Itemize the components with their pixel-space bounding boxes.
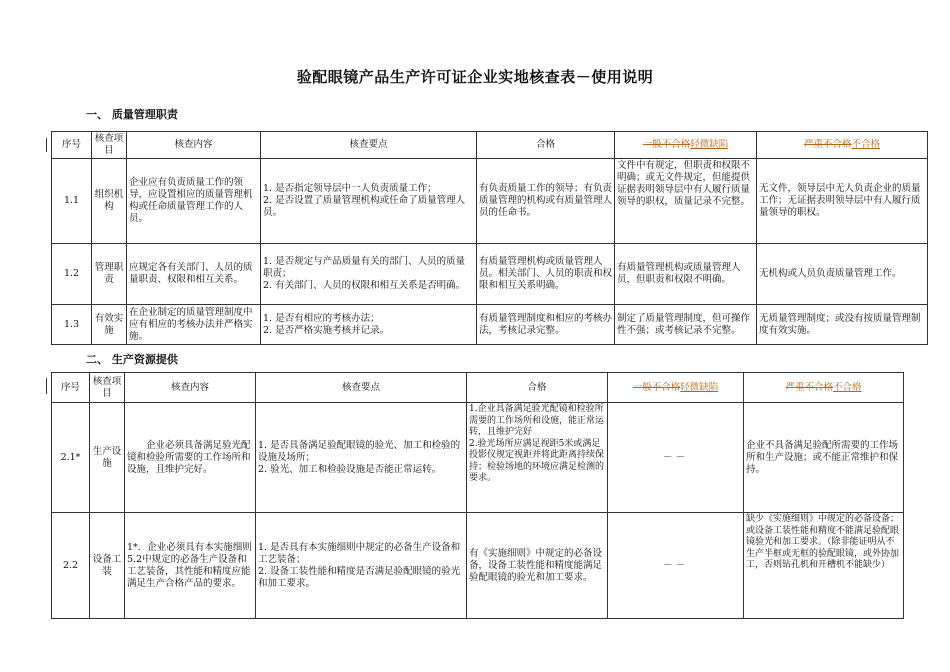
row-minor: －－	[608, 513, 744, 619]
struck-text: 一般不合格	[642, 139, 691, 150]
row-content: 应规定各有关部门、人员的质量职责、权限和相互关系。	[127, 244, 261, 305]
row-major: 无文件，领导层中无人负责企业的质量工作；无证据表明领导层中有人履行质量领导的职权。	[757, 159, 928, 244]
point-line: 2. 设备工装性能和精度是否满足验配眼镜的验光和加工要求。	[258, 565, 461, 589]
inserted-text: 不合格	[851, 139, 881, 150]
production-resources-table	[51, 372, 904, 619]
section-title-quality-management: 一、 质量管理职责	[86, 108, 178, 121]
row-major: 无机构或人员负责质量管理工作。	[757, 244, 928, 305]
row-points	[261, 305, 477, 345]
pass-line: 1.企业具备满足验光配镜和检验所需要的工作场所和设施，能正常运转，且维护完好	[469, 404, 605, 437]
point-line: 1. 是否具备满足验配眼镜的验光、加工和检验的设施及场所；	[258, 439, 461, 463]
header-points: 核查要点	[261, 132, 477, 159]
struck-text: 严重不合格	[803, 139, 852, 150]
table-header-row	[52, 132, 928, 159]
row-item: 组织机构	[92, 159, 127, 244]
row-seq: 1.1	[52, 159, 92, 244]
section-title-production-resources: 二、 生产资源提供	[86, 353, 178, 366]
row-points	[256, 513, 467, 619]
row-points	[261, 159, 477, 244]
header-seq: 序号	[52, 132, 92, 159]
pass-line: 2.验光场所应满足视距5米或满足投影仪规定视距并将此距离持续保持；检验场地的环境应满足检测的要求。	[469, 438, 605, 483]
row-seq: 2.2	[52, 513, 90, 619]
row-minor: 有质量管理机构或质量管理人员，但职责和权限不明确。	[615, 244, 757, 305]
table-row	[52, 159, 928, 244]
row-item: 生产设施	[90, 403, 125, 513]
row-content: 企业必须具备满足验光配镜和检验所需要的工作场所和设施，且维护完好。	[125, 403, 256, 513]
header-minor	[608, 373, 744, 403]
page-title: 验配眼镜产品生产许可证企业实地核查表－使用说明	[296, 68, 654, 86]
point-line: 2. 有关部门、人员的权限和相互关系是否明确。	[263, 280, 466, 291]
header-item: 核查项目	[92, 132, 127, 159]
row-pass: 有质量管理机构或质量管理人员。相关部门、人员的职责和权限和相互关系明确。	[477, 244, 615, 305]
header-major	[757, 132, 928, 159]
header-major	[744, 373, 904, 403]
row-item: 管理职责	[92, 244, 127, 305]
header-content: 核查内容	[127, 132, 261, 159]
row-points	[256, 403, 467, 513]
point-line: 2. 验光、加工和检验设施是否能正常运转。	[258, 463, 442, 475]
row-major: 企业不具备满足验配所需要的工作场所和生产设施；或不能正常维护和保持。	[744, 403, 904, 513]
row-item: 有效实施	[92, 305, 127, 345]
point-line: 1. 是否有相应的考核办法；	[263, 312, 380, 324]
row-content: 1*．企业必须具有本实施细则5.2中规定的必备生产设备和工艺装备，其性能和精度应能满足生产合格产品的要求。	[125, 513, 256, 619]
inserted-text: 轻微缺陷	[690, 139, 729, 150]
row-minor: －－	[608, 403, 744, 513]
table-row	[52, 403, 904, 513]
row-pass: 有质量管理制度和相应的考核办法，考核记录完整。	[477, 305, 615, 345]
header-item: 核查项目	[90, 373, 125, 403]
point-line: 1. 是否规定与产品质量有关的部门、人员的质量职责；	[263, 256, 466, 279]
header-pass: 合格	[477, 132, 615, 159]
header-pass: 合格	[467, 373, 608, 403]
struck-text: 一般不合格	[632, 381, 681, 393]
point-line: 2. 是否设置了质量管理机构或任命了质量管理人员。	[263, 195, 466, 218]
inserted-text: 不合格	[833, 381, 862, 393]
row-major: 缺少《实施细则》中规定的必备设备；或设备工装性能和精度不能满足验配眼镜验光和加工要求。（除非能证明从不生产半框或无框的验配眼镜，或外协加工，否则钻孔机和开槽机不能缺少）	[744, 513, 904, 619]
row-seq: 1.3	[52, 305, 92, 345]
table-row	[52, 244, 928, 305]
point-line: 2. 是否严格实施考核并记录。	[263, 324, 390, 336]
row-pass	[467, 403, 608, 513]
row-seq: 1.2	[52, 244, 92, 305]
row-item: 设备工装	[90, 513, 125, 619]
row-content: 企业应有负责质量工作的领导，应设置相应的质量管理机构或任命质量管理工作的人员。	[127, 159, 261, 244]
inserted-text: 轻微缺陷	[680, 381, 719, 393]
margin-mark	[46, 378, 47, 394]
point-line: 1. 是否具有本实施细则中规定的必备生产设备和工艺装备；	[258, 541, 461, 565]
table-row	[52, 513, 904, 619]
row-seq: 2.1*	[52, 403, 90, 513]
row-content: 在企业制定的质量管理制度中应有相应的考核办法并严格实施。	[127, 305, 261, 345]
header-points: 核查要点	[256, 373, 467, 403]
struck-text: 严重不合格	[785, 381, 833, 393]
point-line: 1. 是否指定领导层中一人负责质量工作；	[263, 183, 437, 194]
row-points	[261, 244, 477, 305]
row-major: 无质量管理制度；或没有按质量管理制度有效实施。	[757, 305, 928, 345]
row-pass: 有《实施细则》中规定的必备设备，设备工装性能和精度能满足验配眼镜的验光和加工要求。	[467, 513, 608, 619]
table-header-row	[52, 373, 904, 403]
row-pass: 有负责质量工作的领导；有负责质量管理的机构或有质量管理人员的任命书。	[477, 159, 615, 244]
header-minor	[615, 132, 757, 159]
quality-management-table	[51, 131, 928, 345]
margin-mark	[46, 138, 47, 152]
row-minor: 制定了质量管理制度，但可操作性不强；或考核记录不完整。	[615, 305, 757, 345]
header-seq: 序号	[52, 373, 90, 403]
row-minor: 文件中有规定，但职责和权限不明确；或无文件规定，但能提供证据表明领导层中有人履行质量领导的职权，质量记录不完整。	[615, 159, 757, 244]
table-row	[52, 305, 928, 345]
header-content: 核查内容	[125, 373, 256, 403]
